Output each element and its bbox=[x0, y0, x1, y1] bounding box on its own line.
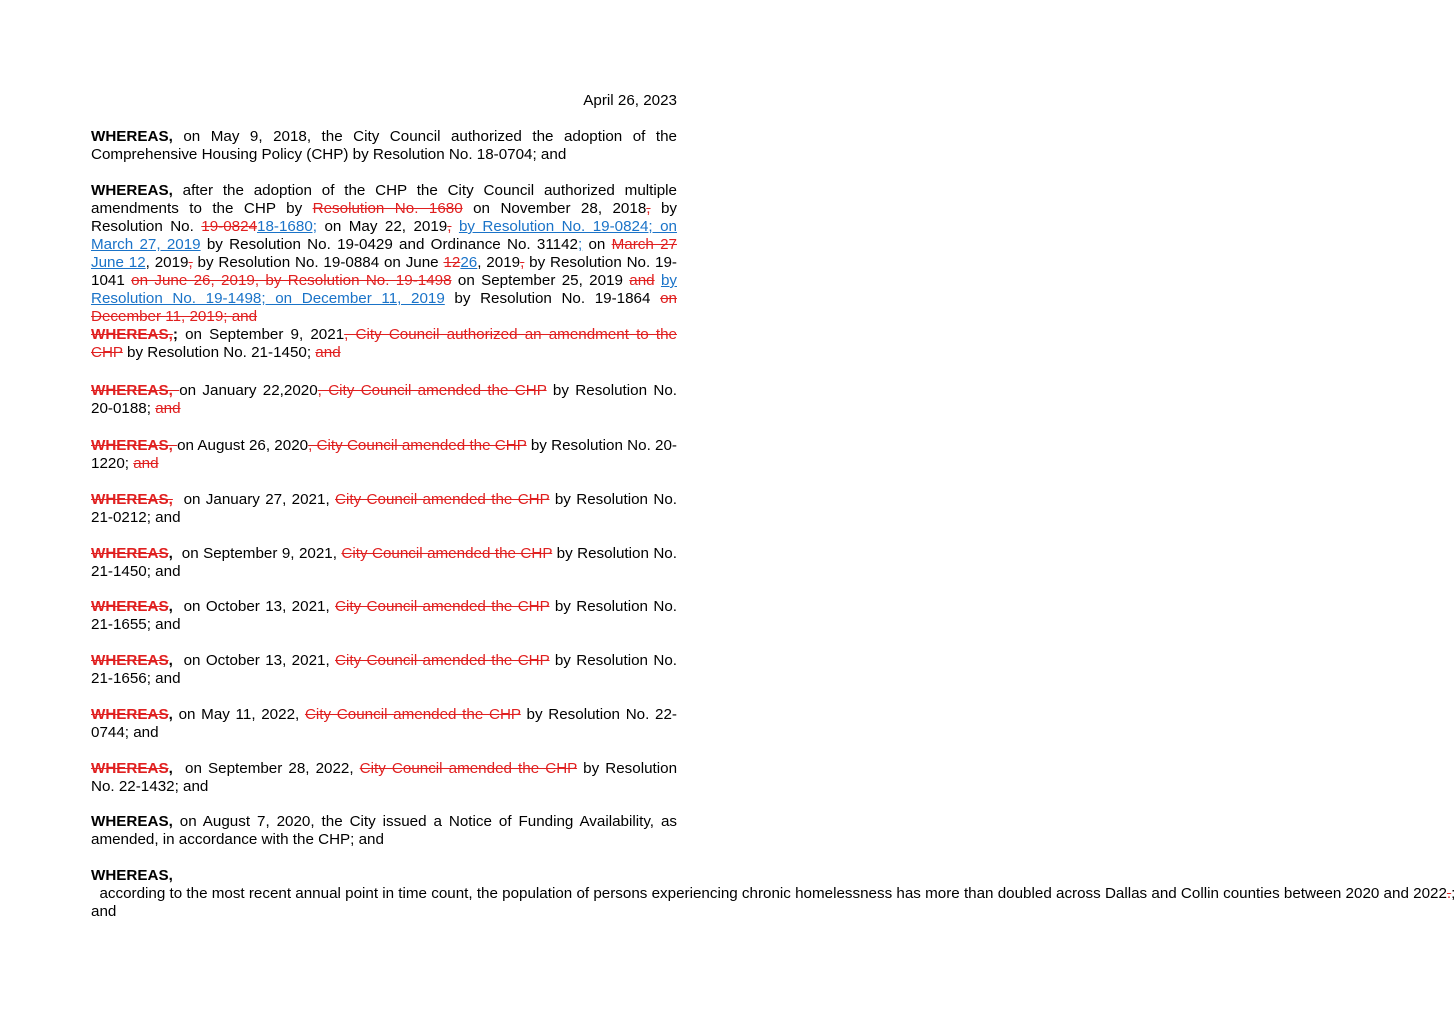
text-segment: on January 22,2020 bbox=[179, 382, 318, 399]
deleted-text: , bbox=[520, 254, 525, 271]
text-segment: on October 13, 2021, bbox=[172, 652, 336, 669]
deleted-text: City Council amended the CHP bbox=[304, 706, 521, 723]
text-segment: according to the most recent annual point in time count, the population of persons experiencing chronic homelessness has more than doubled across Dallas and Collin counties between 2020 and 2022 bbox=[91, 885, 1447, 902]
whereas-paragraph bbox=[91, 706, 677, 742]
whereas-paragraph bbox=[91, 867, 1455, 921]
whereas-paragraph bbox=[91, 437, 677, 473]
text-segment: , 2019 bbox=[145, 254, 189, 271]
text-segment bbox=[451, 218, 458, 235]
whereas-label: , bbox=[168, 545, 173, 562]
deleted-text: Resolution No. 1680 bbox=[312, 200, 463, 217]
deleted-text: , City Council amended the CHP bbox=[317, 382, 547, 399]
deleted-text: City Council amended the CHP bbox=[359, 760, 578, 777]
whereas-paragraph bbox=[91, 491, 677, 527]
whereas-paragraph bbox=[91, 128, 677, 164]
deleted-text: and bbox=[315, 344, 341, 361]
text-segment: on bbox=[582, 236, 612, 253]
whereas-paragraph bbox=[91, 382, 677, 418]
text-segment: on May 11, 2022, bbox=[172, 706, 305, 723]
text-segment: on November 28, 2018 bbox=[462, 200, 647, 217]
text-segment: by Resolution No. 20-1220; bbox=[91, 437, 677, 472]
deleted-text: on June 26, 2019, by Resolution No. 19-1498 bbox=[131, 272, 452, 289]
deleted-whereas-label: WHEREAS, bbox=[91, 491, 173, 508]
inserted-text: 18-1680; bbox=[257, 218, 317, 235]
text-segment: after the adoption of the CHP the City Council authorized multiple amendments to the CHP by bbox=[91, 182, 677, 217]
text-segment: by Resolution No. 21-1450; and bbox=[91, 545, 677, 580]
text-segment: by Resolution No. 19-1864 bbox=[444, 290, 661, 307]
deleted-text: , bbox=[646, 200, 651, 217]
whereas-label: , bbox=[168, 706, 173, 723]
deleted-whereas-label: WHEREAS bbox=[91, 652, 169, 669]
deleted-text: and bbox=[629, 272, 655, 289]
inserted-text: by Resolution No. 19-1498; on December 11, 2019 bbox=[91, 272, 677, 307]
text-segment: on May 9, 2018, the City Council authorized the adoption of the Comprehensive Housing Policy (CHP) by Resolution No. 18-0704; and bbox=[91, 128, 677, 163]
deleted-text: , bbox=[188, 254, 193, 271]
whereas-paragraph bbox=[91, 545, 677, 581]
text-segment: by Resolution No. 22-0744; and bbox=[91, 706, 677, 741]
deleted-whereas-label: WHEREAS bbox=[91, 598, 169, 615]
deleted-text: 19-0824 bbox=[201, 218, 258, 235]
text-segment: by Resolution No. 21-1655; and bbox=[91, 598, 677, 633]
deleted-whereas-label: WHEREAS, bbox=[91, 382, 180, 399]
deleted-text: and bbox=[155, 400, 181, 417]
text-segment: by Resolution No. 19-0884 on June bbox=[192, 254, 444, 271]
whereas-paragraph bbox=[91, 760, 677, 796]
deleted-text: City Council amended the CHP bbox=[341, 545, 553, 562]
text-segment: on January 27, 2021, bbox=[172, 491, 336, 508]
whereas-label: ; bbox=[172, 326, 178, 343]
text-segment: by Resolution No. 20-0188; bbox=[91, 382, 677, 417]
deleted-whereas-label: WHEREAS bbox=[91, 545, 169, 562]
deleted-text: . bbox=[1446, 885, 1452, 902]
document-date: April 26, 2023 bbox=[583, 92, 677, 109]
deleted-text: on December 11, 2019; and bbox=[91, 290, 677, 325]
deleted-text: 12 bbox=[443, 254, 461, 271]
text-segment: on May 22, 2019 bbox=[317, 218, 448, 235]
deleted-text: City Council amended the CHP bbox=[335, 491, 550, 508]
text-segment: on October 13, 2021, bbox=[172, 598, 336, 615]
inserted-text: by Resolution No. 19-0824; on March 27, 2019 bbox=[91, 218, 677, 253]
whereas-label: WHEREAS, bbox=[91, 128, 173, 145]
text-segment: by Resolution No. 21-0212; and bbox=[91, 491, 677, 526]
inserted-text: ; bbox=[577, 236, 583, 253]
text-segment: by Resolution No. 21-1656; and bbox=[91, 652, 677, 687]
whereas-paragraph bbox=[91, 326, 677, 362]
deleted-text: , bbox=[447, 218, 452, 235]
whereas-label: WHEREAS, bbox=[91, 813, 173, 830]
text-segment: by Resolution No. 21-1450; bbox=[122, 344, 316, 361]
text-segment: on September 9, 2021, bbox=[172, 545, 342, 562]
deleted-text: City Council amended the CHP bbox=[335, 598, 550, 615]
whereas-label: , bbox=[168, 760, 173, 777]
text-segment: on September 9, 2021 bbox=[177, 326, 345, 343]
text-segment: on August 7, 2020, the City issued a Notice of Funding Availability, as amended, in accordance with the CHP; and bbox=[91, 813, 677, 848]
deleted-text: and bbox=[133, 455, 159, 472]
text-segment: on September 28, 2022, bbox=[172, 760, 360, 777]
deleted-text: , City Council authorized an amendment to the CHP bbox=[91, 326, 677, 361]
text-segment: by Resolution No. 19-1041 bbox=[91, 254, 677, 289]
text-segment: by Resolution No. 19-0429 and Ordinance No. 31142 bbox=[200, 236, 578, 253]
deleted-whereas-label: WHEREAS bbox=[91, 760, 169, 777]
deleted-whereas-label: WHEREAS, bbox=[91, 326, 173, 343]
whereas-label: WHEREAS, bbox=[91, 182, 173, 199]
deleted-text: March 27 bbox=[611, 236, 677, 253]
whereas-label: , bbox=[168, 598, 173, 615]
whereas-paragraph bbox=[91, 598, 677, 634]
inserted-text: June 12 bbox=[91, 254, 146, 271]
whereas-label: WHEREAS, bbox=[91, 867, 173, 884]
whereas-paragraph bbox=[91, 813, 677, 849]
whereas-label: , bbox=[168, 652, 173, 669]
deleted-whereas-label: WHEREAS, bbox=[91, 437, 178, 454]
text-segment: by Resolution No. bbox=[91, 200, 677, 235]
text-segment: on September 25, 2019 bbox=[451, 272, 630, 289]
deleted-whereas-label: WHEREAS bbox=[91, 706, 169, 723]
text-segment: ; and bbox=[91, 885, 1455, 920]
text-segment: on August 26, 2020 bbox=[177, 437, 309, 454]
deleted-text: City Council amended the CHP bbox=[335, 652, 550, 669]
whereas-paragraph bbox=[91, 182, 677, 326]
deleted-text: , City Council amended the CHP bbox=[308, 437, 527, 454]
whereas-paragraph bbox=[91, 652, 677, 688]
text-segment: , 2019 bbox=[477, 254, 521, 271]
inserted-text: 26 bbox=[460, 254, 478, 271]
text-segment: by Resolution No. 22-1432; and bbox=[91, 760, 678, 795]
